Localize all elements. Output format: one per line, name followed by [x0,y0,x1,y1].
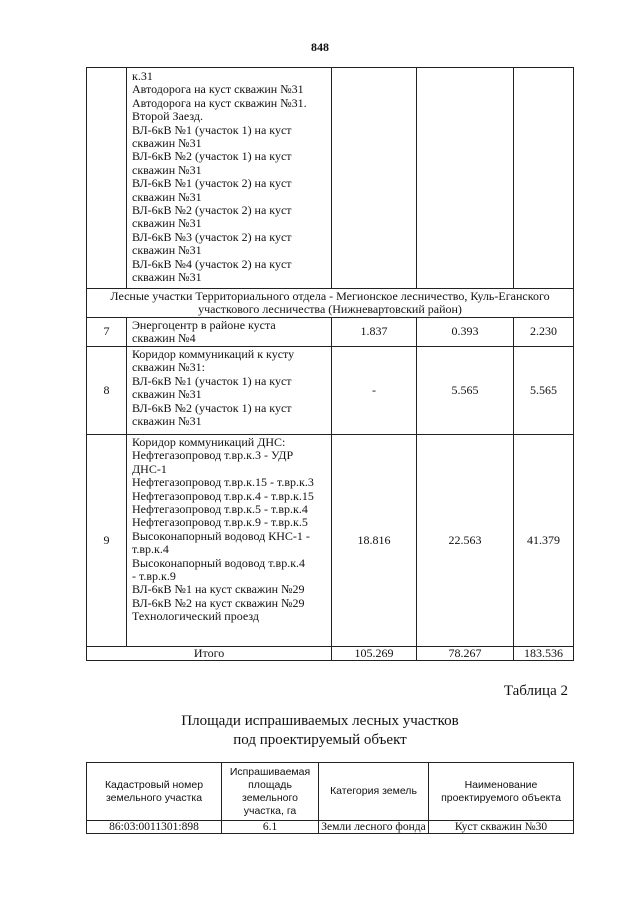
description-line: к.31 [132,69,153,83]
header-object-name: Наименование проектируемого объекта [429,763,574,821]
description-line: ДНС-1 [132,461,167,476]
description-line: скважин №31 [132,136,202,151]
value-cell [514,68,574,289]
description-line: Высоконапорный водовод т.вр.к.4 [132,555,306,570]
land-category: Земли лесного фонда [319,821,429,834]
description-line: скважин №31 [132,189,202,204]
description-line: ВЛ-6кВ №2 (участок 1) на куст [132,400,292,415]
description-line: - т.вр.к.9 [132,569,176,584]
row-description [127,347,332,435]
value-cell: 22.563 [417,435,514,647]
header-cadastral-number: Кадастровый номер земельного участка [87,763,222,821]
table2-title-line: под проектируемый объект [233,732,407,748]
description-line: Технологический проезд [132,609,259,624]
row-number: 7 [87,318,127,347]
requested-area: 6.1 [222,821,319,834]
description-line: Автодорога на куст скважин №31. [132,95,307,110]
section-header: Лесные участки Территориального отдела - Мегионское лесничество, Куль-Еганского участкового лесничества (Нижневартовский район) [87,289,574,318]
description-line: Нефтегазопровод т.вр.к.5 - т.вр.к.4 [132,502,308,517]
description-line: Нефтегазопровод т.вр.к.9 - т.вр.к.5 [132,515,308,530]
row-number-cell [87,68,127,289]
description-line: скважин №31 [132,216,202,231]
description-line: ВЛ-6кВ №2 (участок 2) на куст [132,203,292,218]
description-line: ВЛ-6кВ №1 на куст скважин №29 [132,582,305,597]
row-number: 9 [87,435,127,647]
description-line: ВЛ-6кВ №2 на куст скважин №29 [132,595,305,610]
description-line: т.вр.к.4 [132,542,169,557]
description-line: Высоконапорный водовод КНС-1 - [132,528,310,543]
table-row-continued [87,68,574,289]
description-line: Коридор коммуникаций ДНС: [132,435,286,449]
description-line: Коридор коммуникаций к кусту [132,347,295,361]
value-cell: 18.816 [332,435,417,647]
description-line: ВЛ-6кВ №1 (участок 2) на куст [132,176,292,191]
value-cell: 0.393 [417,318,514,347]
cadastral-number: 86:03:0011301:898 [87,821,222,834]
forest-plots-table [86,67,574,661]
row-description [127,318,332,347]
header-requested-area: Испрашиваемая площадь земельного участка, га [222,763,319,821]
table-row [87,318,574,347]
description-line: ВЛ-6кВ №1 (участок 1) на куст [132,122,292,137]
value-cell [332,68,417,289]
description-line: Энергоцентр в районе куста [132,318,276,332]
description-line: скважин №31: [132,360,205,375]
header-land-category: Категория земель [319,763,429,821]
total-row [87,647,574,661]
description-line: скважин №31 [132,414,202,429]
value-cell [417,68,514,289]
total-label: Итого [87,647,332,661]
description-line: скважин №4 [132,331,196,346]
value-cell: 5.565 [417,347,514,435]
description-line: скважин №31 [132,270,202,285]
total-value: 183.536 [514,647,574,661]
description-line: скважин №31 [132,387,202,402]
value-cell: 5.565 [514,347,574,435]
section-header-row [87,289,574,318]
table-row [87,347,574,435]
object-name: Куст скважин №30 [429,821,574,834]
description-line: Нефтегазопровод т.вр.к.15 - т.вр.к.3 [132,475,314,490]
description-line: Нефтегазопровод т.вр.к.4 - т.вр.к.15 [132,488,314,503]
description-line: скважин №31 [132,243,202,258]
total-value: 78.267 [417,647,514,661]
value-cell: - [332,347,417,435]
row-description [127,68,332,289]
page-number: 848 [311,40,329,54]
table-row [87,821,574,834]
requested-areas-table [86,762,574,834]
table-row [87,435,574,647]
description-line: Нефтегазопровод т.вр.к.3 - УДР [132,448,294,463]
total-value: 105.269 [332,647,417,661]
value-cell: 41.379 [514,435,574,647]
table2-title [0,712,640,750]
description-line: ВЛ-6кВ №1 (участок 1) на куст [132,373,292,388]
description-line: ВЛ-6кВ №3 (участок 2) на куст [132,229,292,244]
row-description [127,435,332,647]
table2-title-line: Площади испрашиваемых лесных участков [181,713,459,729]
table2-header-row [87,763,574,821]
description-line: Второй Заезд. [132,109,203,124]
value-cell: 1.837 [332,318,417,347]
description-line: ВЛ-6кВ №4 (участок 2) на куст [132,256,292,271]
table2-label: Таблица 2 [503,683,568,699]
row-number: 8 [87,347,127,435]
description-line: Автодорога на куст скважин №31 [132,82,304,97]
description-line: ВЛ-6кВ №2 (участок 1) на куст [132,149,292,164]
value-cell: 2.230 [514,318,574,347]
description-line: скважин №31 [132,162,202,177]
